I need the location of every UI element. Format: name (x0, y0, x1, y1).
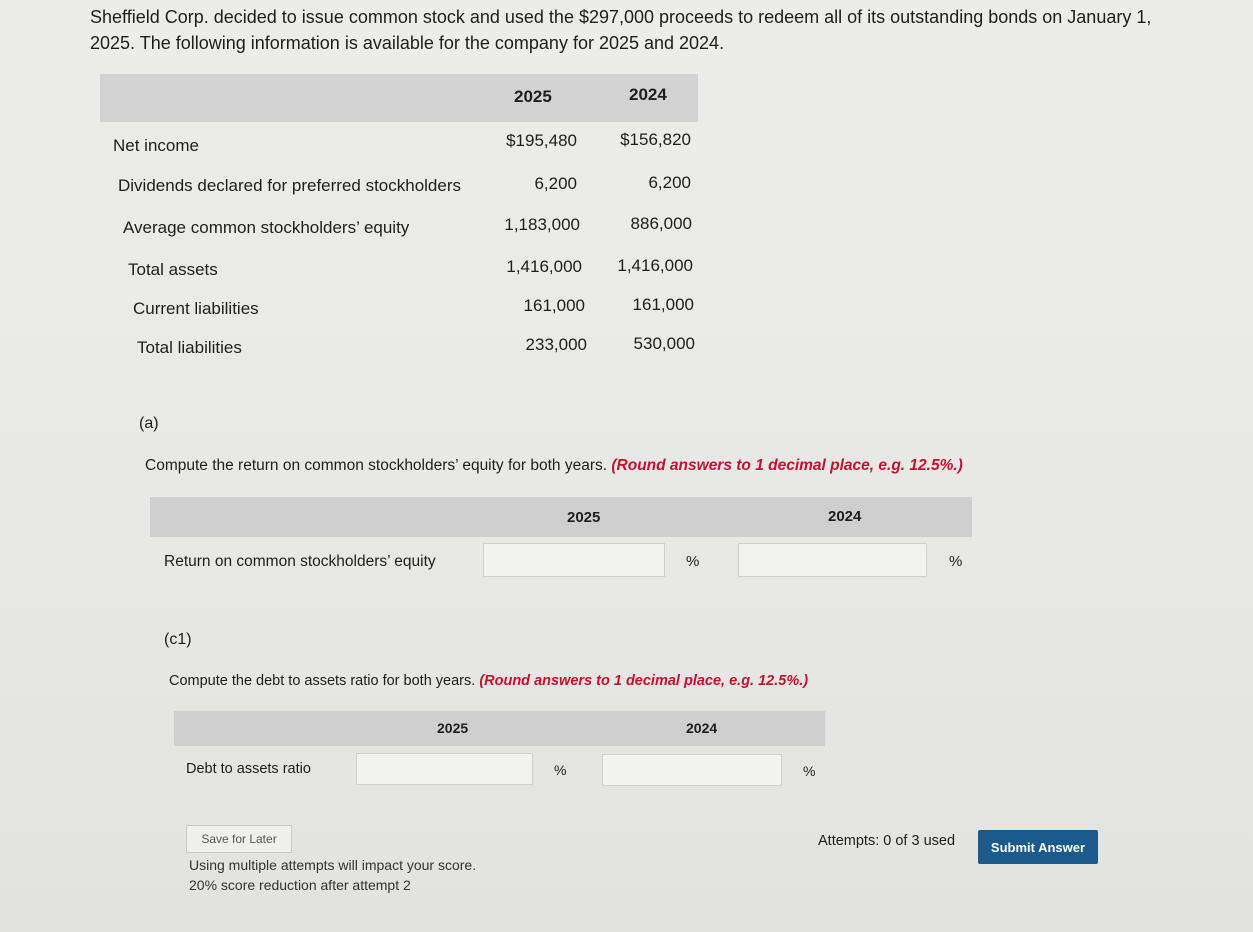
data-row-label-current-liabilities: Current liabilities (133, 299, 259, 318)
part-a-instruction (145, 457, 963, 475)
data-value-current-liabilities-2025: 161,000 (523, 296, 585, 315)
attempts-note-line-2: 20% score reduction after attempt 2 (189, 877, 411, 893)
debt-ratio-2025-input[interactable] (356, 753, 533, 785)
part-c1-col-2025: 2025 (437, 720, 469, 736)
part-a-col-2025: 2025 (567, 509, 601, 526)
attempts-note-line-1: Using multiple attempts will impact your score. (189, 857, 477, 873)
save-for-later-button[interactable]: Save for Later (186, 825, 292, 853)
roe-2025-input[interactable] (483, 543, 665, 577)
data-value-preferred-dividends-2024: 6,200 (648, 173, 691, 192)
data-row-label-preferred-dividends: Dividends declared for preferred stockholders (118, 176, 462, 195)
data-row-label-total-liabilities: Total liabilities (137, 338, 242, 357)
data-value-net-income-2024: $156,820 (620, 130, 691, 149)
data-value-total-liabilities-2025: 233,000 (525, 335, 587, 354)
part-a-instruction-text: Compute the return on common stockholders’ equity for both years. (145, 457, 608, 474)
data-row-label-net-income: Net income (113, 136, 199, 155)
data-row-label-average-equity: Average common stockholders’ equity (123, 218, 410, 237)
part-a-table-header (150, 497, 972, 537)
part-c1-instruction (169, 673, 808, 689)
part-a-row-label: Return on common stockholders’ equity (164, 553, 436, 570)
data-value-average-equity-2025: 1,183,000 (504, 215, 580, 234)
intro-line-2: 2025. The following information is available for the company for 2025 and 2024. (90, 33, 725, 53)
debt-ratio-2024-input[interactable] (602, 754, 782, 786)
debt-ratio-2024-percent-sign: % (803, 763, 816, 779)
part-c1-col-2024: 2024 (686, 720, 718, 736)
data-value-net-income-2025: $195,480 (506, 131, 577, 150)
data-table-header (100, 74, 698, 122)
data-value-total-assets-2024: 1,416,000 (617, 256, 693, 275)
roe-2025-percent-sign: % (686, 553, 700, 570)
data-value-total-liabilities-2024: 530,000 (633, 334, 695, 353)
attempts-note (189, 855, 476, 895)
part-c1-row-label: Debt to assets ratio (186, 761, 311, 777)
part-a-rounding-note: (Round answers to 1 decimal place, e.g. 12.5%.) (611, 457, 963, 474)
part-c1-rounding-note: (Round answers to 1 decimal place, e.g. 12.5%.) (479, 673, 809, 689)
attempts-counter: Attempts: 0 of 3 used (818, 833, 956, 849)
part-c1-instruction-text: Compute the debt to assets ratio for both years. (169, 673, 476, 689)
part-c1-table-header (174, 711, 825, 746)
data-value-preferred-dividends-2025: 6,200 (534, 174, 577, 193)
part-c1-label: (c1) (164, 631, 192, 648)
data-col-header-2024: 2024 (629, 85, 667, 104)
data-value-current-liabilities-2024: 161,000 (632, 295, 694, 314)
problem-intro (90, 4, 1240, 56)
roe-2024-percent-sign: % (949, 553, 963, 570)
part-a-col-2024: 2024 (828, 508, 862, 525)
data-row-label-total-assets: Total assets (128, 260, 218, 279)
submit-answer-button[interactable]: Submit Answer (978, 830, 1098, 864)
data-value-average-equity-2024: 886,000 (630, 214, 692, 233)
data-value-total-assets-2025: 1,416,000 (506, 257, 582, 276)
data-col-header-2025: 2025 (514, 87, 552, 106)
roe-2024-input[interactable] (738, 543, 927, 577)
debt-ratio-2025-percent-sign: % (554, 762, 567, 778)
intro-line-1: Sheffield Corp. decided to issue common stock and used the $297,000 proceeds to redeem all of its outstanding bonds on January 1, (90, 7, 1152, 27)
part-a-label: (a) (139, 415, 159, 432)
